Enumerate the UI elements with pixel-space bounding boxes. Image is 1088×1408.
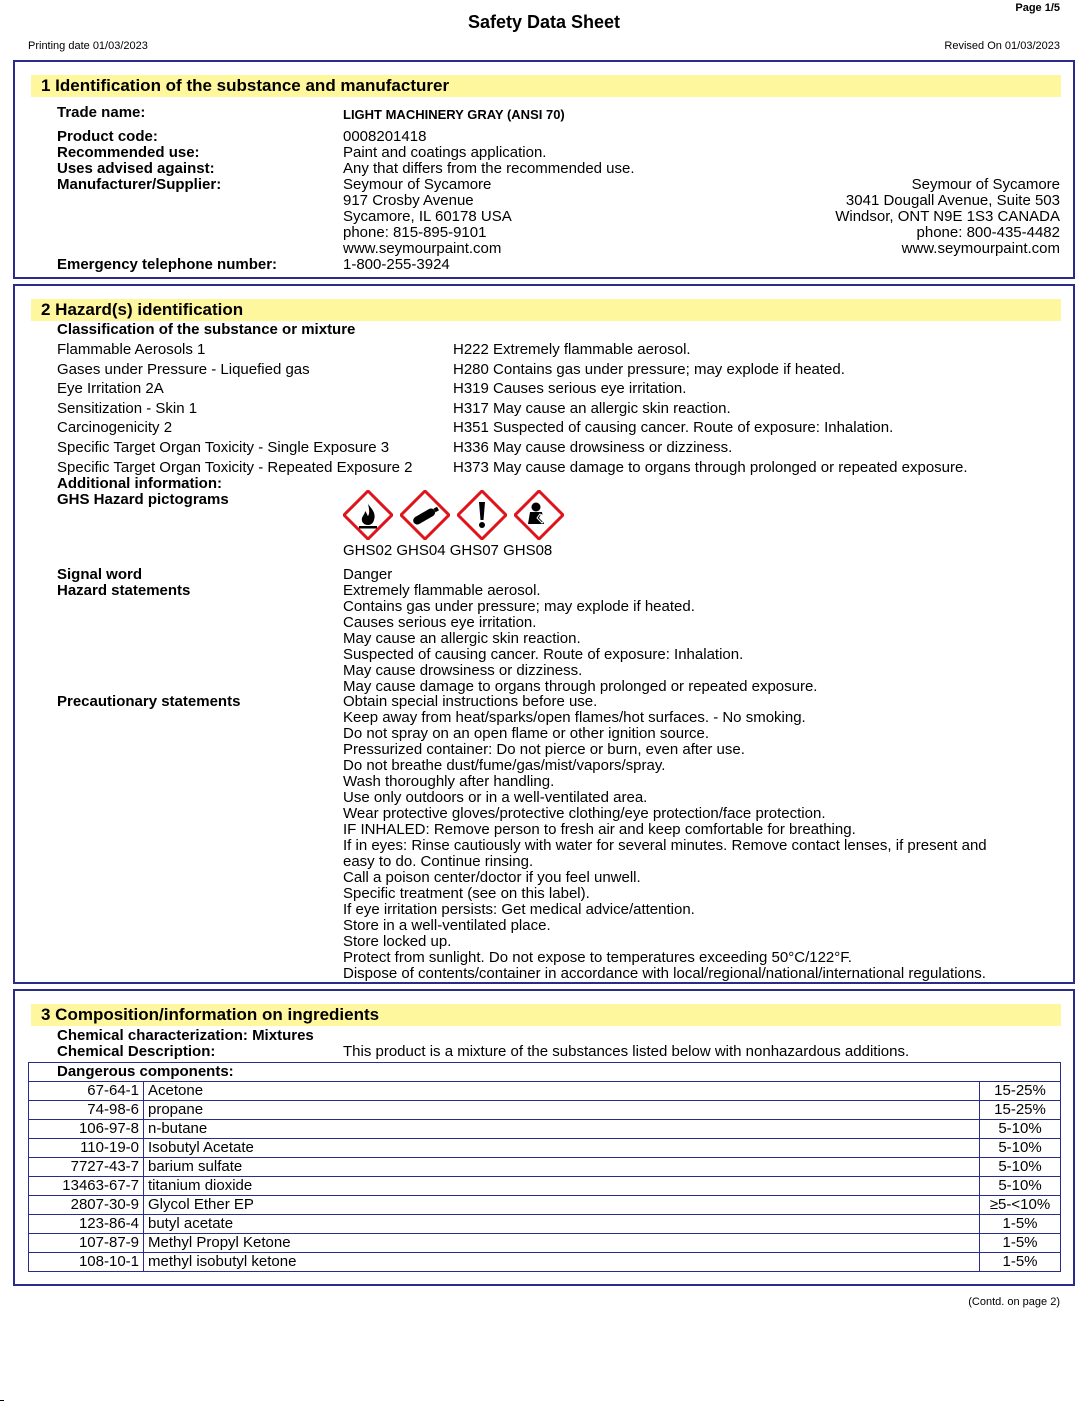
component-name: propane [144,1101,980,1120]
hazard-class: Sensitization - Skin 1 [57,399,198,417]
precautionary-statement: Keep away from heat/sparks/open flames/hot surfaces. - No smoking. [343,709,806,726]
components-label: Dangerous components: [29,1063,1061,1082]
hazard-code-statement: H280 Contains gas under pressure; may explode if heated. [453,360,845,378]
flame-icon [343,490,393,540]
table-row [29,1234,1061,1253]
component-percent: 5-10% [980,1177,1061,1196]
table-row [29,1196,1061,1215]
precautionary-statements-list [343,694,987,982]
table-row [29,1120,1061,1139]
precautionary-statement: easy to do. Continue rinsing. [343,853,534,870]
table-row [29,1082,1061,1101]
hazard-statement: Causes serious eye irritation. [343,614,537,631]
hazard-class: Eye Irritation 2A [57,380,164,398]
table-row [29,1139,1061,1158]
precautionary-statement: Do not spray on an open flame or other ignition source. [343,725,710,742]
supplier-us-line: Sycamore, IL 60178 USA [343,208,512,225]
section-heading: 1 Identification of the substance and manufacturer [31,75,1061,97]
table-row [29,1101,1061,1120]
supplier-ca-line: 3041 Dougall Avenue, Suite 503 [845,192,1060,209]
signal-word-value: Danger [343,566,393,583]
hazard-class: Specific Target Organ Toxicity - Repeated Exposure 2 [57,458,413,476]
signal-word-label: Signal word [57,566,143,583]
supplier-ca-line: Windsor, ONT N9E 1S3 CANADA [835,208,1060,225]
recommended-use-label: Recommended use: [57,144,200,161]
hazard-code-statement: H373 May cause damage to organs through prolonged or repeated exposure. [453,458,968,476]
precautionary-statement: Dispose of contents/container in accordance with local/regional/national/international regulations. [343,965,986,982]
component-percent: 5-10% [980,1120,1061,1139]
table-row [29,1215,1061,1234]
page-edge-mark [0,1400,4,1401]
hazard-class: Flammable Aerosols 1 [57,341,206,358]
precautionary-statement: Wear protective gloves/protective clothing/eye protection/face protection. [343,805,826,822]
hazard-statements-list [343,583,817,695]
product-code-value: 0008201418 [343,128,427,145]
supplier-us-line: phone: 815-895-9101 [343,224,487,241]
hazard-statements-label: Hazard statements [57,582,191,599]
component-name: Isobutyl Acetate [144,1139,980,1158]
components-table [28,1062,1061,1272]
component-name: titanium dioxide [144,1177,980,1196]
component-percent: ≥5-<10% [980,1196,1061,1215]
hazard-code-statement: H319 Causes serious eye irritation. [453,380,687,398]
table-row [29,1253,1061,1272]
table-row [29,1158,1061,1177]
cas-number: 110-19-0 [29,1139,144,1158]
section-heading: 2 Hazard(s) identification [31,299,1061,321]
component-percent: 1-5% [980,1234,1061,1253]
product-code-label: Product code: [57,128,158,145]
component-name: Acetone [144,1082,980,1101]
cas-number: 7727-43-7 [29,1158,144,1177]
hazard-statement: May cause damage to organs through prolonged or repeated exposure. [343,678,818,695]
component-percent: 1-5% [980,1253,1061,1272]
hazard-code-statement: H351 Suspected of causing cancer. Route of exposure: Inhalation. [453,419,894,437]
page-number: Page 1/5 [1015,2,1060,14]
supplier-ca-address [835,177,1060,257]
hazard-code-statement: H317 May cause an allergic skin reaction. [453,399,731,417]
component-name: barium sulfate [144,1158,980,1177]
exclamation-mark-icon [457,490,507,540]
hazard-code-statement: H222 Extremely flammable aerosol. [453,341,691,358]
emergency-label: Emergency telephone number: [57,256,278,273]
recommended-use-value: Paint and coatings application. [343,144,547,161]
precautionary-statement: Store locked up. [343,933,452,950]
component-name: butyl acetate [144,1215,980,1234]
cas-number: 107-87-9 [29,1234,144,1253]
hazard-statement: Suspected of causing cancer. Route of exposure: Inhalation. [343,646,744,663]
document-title: Safety Data Sheet [467,12,621,32]
cas-number: 108-10-1 [29,1253,144,1272]
gas-cylinder-icon [400,490,450,540]
component-name: Methyl Propyl Ketone [144,1234,980,1253]
emergency-phone: 1-800-255-3924 [343,256,450,273]
precautionary-statement: Use only outdoors or in a well-ventilated area. [343,789,648,806]
precautionary-statement: If in eyes: Rinse cautiously with water for several minutes. Remove contact lenses, if present and [343,837,987,854]
precautionary-statement: Specific treatment (see on this label). [343,885,590,902]
health-hazard-icon [514,490,564,540]
component-percent: 5-10% [980,1139,1061,1158]
precautionary-label: Precautionary statements [57,693,241,710]
precautionary-statement: Do not breathe dust/fume/gas/mist/vapors/spray. [343,757,666,774]
hazard-class: Gases under Pressure - Liquefied gas [57,360,310,378]
pictogram-codes: GHS02 GHS04 GHS07 GHS08 [343,542,553,559]
component-percent: 15-25% [980,1082,1061,1101]
component-name: methyl isobutyl ketone [144,1253,980,1272]
hazard-statement: Contains gas under pressure; may explode if heated. [343,598,695,615]
additional-info-label: Additional information: [57,475,222,492]
hazard-code-statement: H336 May cause drowsiness or dizziness. [453,438,733,456]
cas-number: 123-86-4 [29,1215,144,1234]
precautionary-statement: Pressurized container: Do not pierce or burn, even after use. [343,741,745,758]
cas-number: 74-98-6 [29,1101,144,1120]
continued-note: (Contd. on page 2) [968,1296,1060,1308]
precautionary-statement: Obtain special instructions before use. [343,693,598,710]
table-row [29,1177,1061,1196]
supplier-us-website[interactable]: www.seymourpaint.com [343,240,502,257]
manufacturer-label: Manufacturer/Supplier: [57,176,222,193]
hazard-class: Specific Target Organ Toxicity - Single Exposure 3 [57,438,390,456]
uses-against-label: Uses advised against: [57,160,215,177]
hazard-statement: Extremely flammable aerosol. [343,582,541,599]
component-percent: 5-10% [980,1158,1061,1177]
precautionary-statement: If eye irritation persists: Get medical advice/attention. [343,901,695,918]
component-name: n-butane [144,1120,980,1139]
precautionary-statement: IF INHALED: Remove person to fresh air and keep comfortable for breathing. [343,821,856,838]
cas-number: 2807-30-9 [29,1196,144,1215]
revised-date: Revised On 01/03/2023 [944,40,1060,52]
classification-label: Classification of the substance or mixture [57,321,356,338]
uses-against-value: Any that differs from the recommended use. [343,160,635,177]
hazard-code-list [453,340,968,477]
cas-number: 106-97-8 [29,1120,144,1139]
hazard-class: Carcinogenicity 2 [57,419,173,437]
chemical-description-label: Chemical Description: [57,1043,216,1060]
component-percent: 15-25% [980,1101,1061,1120]
supplier-ca-line: Seymour of Sycamore [911,176,1060,193]
supplier-us-line: 917 Crosby Avenue [343,192,474,209]
precautionary-statement: Protect from sunlight. Do not expose to temperatures exceeding 50°C/122°F. [343,949,852,966]
section-heading: 3 Composition/information on ingredients [31,1004,1061,1026]
supplier-us-line: Seymour of Sycamore [343,176,492,193]
precautionary-statement: Wash thoroughly after handling. [343,773,555,790]
trade-name-label: Trade name: [57,104,146,121]
cas-number: 67-64-1 [29,1082,144,1101]
cas-number: 13463-67-7 [29,1177,144,1196]
printing-date: Printing date 01/03/2023 [28,40,148,52]
supplier-us-address [343,177,512,257]
characterization-label: Chemical characterization: Mixtures [57,1027,314,1044]
chemical-description-value: This product is a mixture of the substances listed below with nonhazardous additions. [343,1043,910,1060]
hazard-statement: May cause an allergic skin reaction. [343,630,581,647]
supplier-ca-website[interactable]: www.seymourpaint.com [901,240,1060,257]
precautionary-statement: Call a poison center/doctor if you feel unwell. [343,869,641,886]
trade-name-value: LIGHT MACHINERY GRAY (ANSI 70) [343,107,565,122]
pictograms-label: GHS Hazard pictograms [57,491,229,508]
hazard-statement: May cause drowsiness or dizziness. [343,662,583,679]
component-name: Glycol Ether EP [144,1196,980,1215]
component-percent: 1-5% [980,1215,1061,1234]
components-header-row [29,1063,1061,1082]
hazard-class-list [57,340,412,477]
supplier-ca-line: phone: 800-435-4482 [916,224,1060,241]
precautionary-statement: Store in a well-ventilated place. [343,917,551,934]
